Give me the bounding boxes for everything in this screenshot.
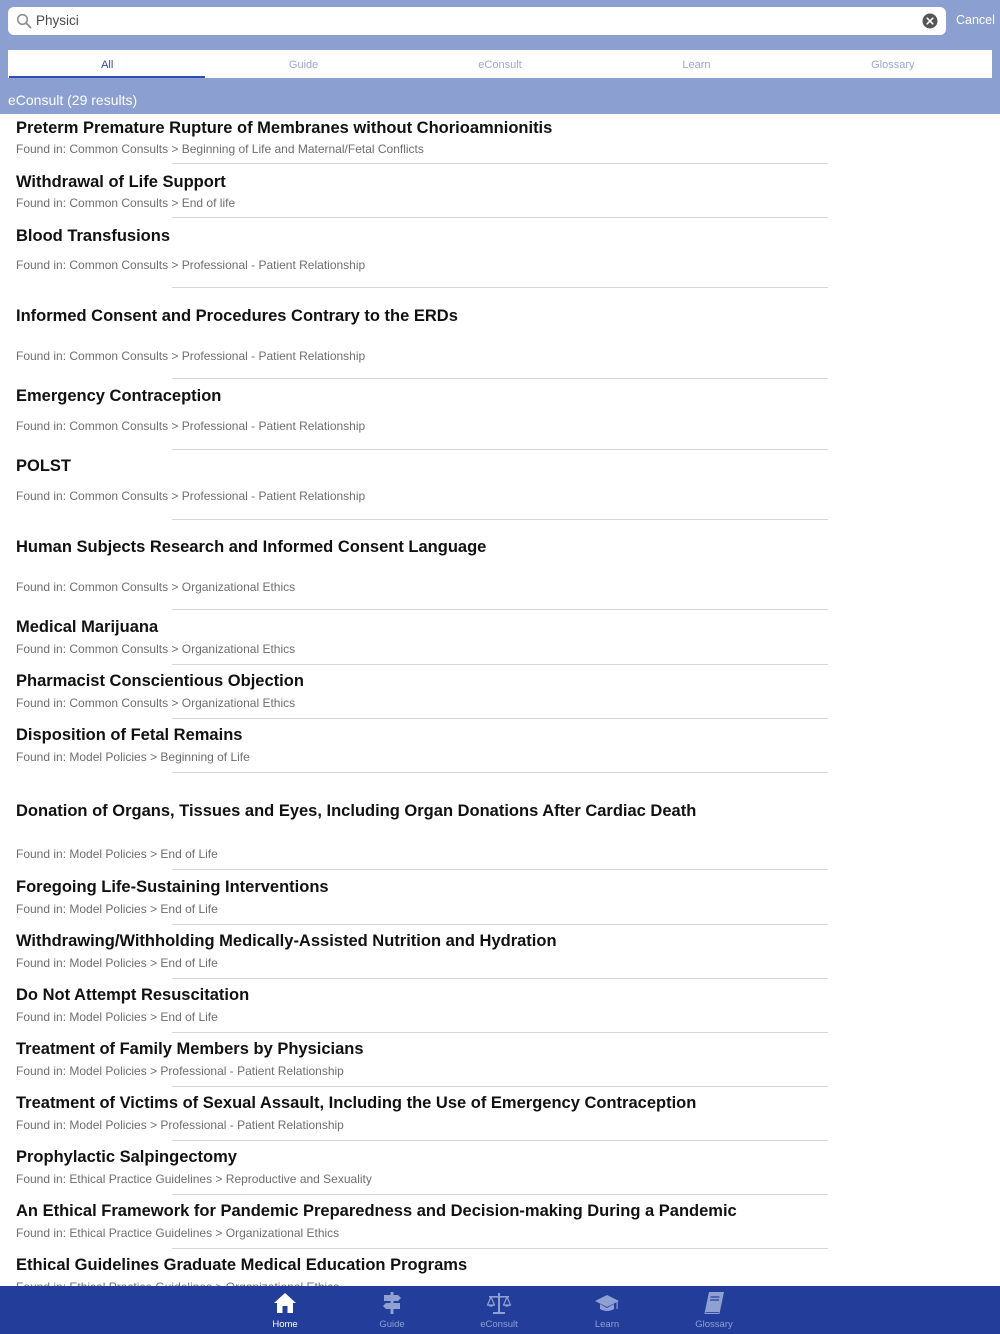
divider [172, 1194, 828, 1195]
result-path: Found in: Common Consults > Professional - Patient Relationship [16, 349, 366, 363]
result-path: Found in: Model Policies > Beginning of Life [16, 750, 250, 764]
search-icon [16, 13, 32, 29]
list-item[interactable] [0, 222, 1000, 288]
list-item[interactable] [0, 168, 1000, 218]
tab-bar [0, 1286, 1000, 1334]
result-title: Informed Consent and Procedures Contrary to the ERDs [16, 307, 458, 325]
tab-econsult[interactable] [469, 1286, 529, 1334]
result-path: Found in: Ethical Practice Guidelines > Reproductive and Sexuality [16, 1172, 372, 1186]
result-path: Found in: Common Consults > Professional - Patient Relationship [16, 489, 366, 503]
divider [172, 217, 828, 218]
segment-all[interactable]: All [9, 51, 205, 77]
results-list [0, 114, 1000, 1286]
list-item[interactable] [0, 1142, 1000, 1196]
divider [172, 163, 828, 164]
search-field[interactable] [8, 7, 946, 35]
segment-learn[interactable]: Learn [682, 59, 711, 71]
list-item[interactable] [0, 612, 1000, 666]
segment-econsult[interactable]: eConsult [478, 59, 522, 71]
list-item[interactable] [0, 1196, 1000, 1250]
list-item[interactable] [0, 926, 1000, 980]
divider [172, 978, 828, 979]
result-title: POLST [16, 457, 72, 475]
result-path: Found in: Model Policies > End of Life [16, 956, 218, 970]
tab-guide[interactable] [362, 1286, 422, 1334]
tab-label: Learn [594, 1319, 620, 1330]
result-title: Prophylactic Salpingectomy [16, 1148, 237, 1166]
divider [172, 1248, 828, 1249]
list-item[interactable] [0, 980, 1000, 1034]
search-input[interactable]: Physici [36, 13, 79, 28]
result-title: Treatment of Family Members by Physicians [16, 1040, 364, 1058]
section-header: eConsult (29 results) [0, 86, 1000, 114]
result-title: Preterm Premature Rupture of Membranes without Chorioamnionitis [16, 119, 553, 137]
result-title: Treatment of Victims of Sexual Assault, Including the Use of Emergency Contraception [16, 1094, 697, 1112]
result-path: Found in: Ethical Practice Guidelines > Organizational Ethics [16, 1226, 340, 1240]
result-title: Do Not Attempt Resuscitation [16, 986, 250, 1004]
list-item[interactable] [0, 1088, 1000, 1142]
tab-glossary[interactable] [684, 1286, 744, 1334]
tab-label: Glossary [695, 1319, 733, 1330]
tab-home[interactable] [255, 1286, 315, 1334]
result-title: Ethical Guidelines Graduate Medical Education Programs [16, 1256, 468, 1274]
cancel-button[interactable]: Cancel [956, 13, 995, 27]
result-title: Foregoing Life-Sustaining Interventions [16, 878, 329, 896]
result-path: Found in: Common Consults > End of life [16, 196, 236, 210]
result-title: An Ethical Framework for Pandemic Preparedness and Decision-making During a Pandemic [16, 1202, 737, 1220]
list-item[interactable] [0, 520, 1000, 612]
divider [172, 664, 828, 665]
tab-label: eConsult [480, 1319, 518, 1330]
divider [172, 1032, 828, 1033]
result-path: Found in: Common Consults > Organizational Ethics [16, 696, 296, 710]
divider [172, 869, 828, 870]
list-item[interactable] [0, 666, 1000, 720]
segment-glossary[interactable]: Glossary [871, 59, 915, 71]
divider [172, 378, 828, 379]
result-path: Found in: Model Policies > Professional - Patient Relationship [16, 1118, 344, 1132]
result-title: Human Subjects Research and Informed Consent Language [16, 538, 487, 556]
result-path: Found in: Common Consults > Organizational Ethics [16, 642, 296, 656]
result-path: Found in: Model Policies > End of Life [16, 902, 218, 916]
result-path: Found in: Model Policies > End of Life [16, 1010, 218, 1024]
result-path: Found in: Model Policies > End of Life [16, 847, 218, 861]
result-title: Pharmacist Conscientious Objection [16, 672, 304, 690]
list-item[interactable] [0, 114, 1000, 164]
list-item[interactable] [0, 380, 1000, 450]
scales-icon [486, 1291, 512, 1315]
tab-learn[interactable] [577, 1286, 637, 1334]
divider [172, 1140, 828, 1141]
list-item[interactable] [0, 872, 1000, 926]
result-path: Found in: Common Consults > Beginning of Life and Maternal/Fetal Conflicts [16, 142, 424, 156]
list-item[interactable] [0, 288, 1000, 380]
result-title: Withdrawing/Withholding Medically-Assisted Nutrition and Hydration [16, 932, 557, 950]
list-item[interactable] [0, 1034, 1000, 1088]
divider [172, 924, 828, 925]
list-item[interactable] [0, 720, 1000, 774]
result-path: Found in: Model Policies > Professional - Patient Relationship [16, 1064, 344, 1078]
list-item[interactable] [0, 774, 1000, 872]
result-title: Medical Marijuana [16, 618, 159, 636]
result-title: Donation of Organs, Tissues and Eyes, Including Organ Donations After Cardiac Death [16, 802, 697, 820]
divider [172, 609, 828, 610]
result-title: Disposition of Fetal Remains [16, 726, 243, 744]
top-bar [0, 0, 1000, 86]
segment-guide[interactable]: Guide [288, 59, 319, 71]
tab-label: Guide [379, 1319, 405, 1330]
divider [172, 1086, 828, 1087]
result-title: Blood Transfusions [16, 227, 171, 245]
result-path: Found in: Common Consults > Organizational Ethics [16, 580, 296, 594]
scope-segmented-control [8, 50, 992, 78]
result-path: Found in: Common Consults > Professional - Patient Relationship [16, 258, 366, 272]
clear-icon[interactable] [922, 13, 938, 29]
result-title: Withdrawal of Life Support [16, 173, 226, 191]
divider [172, 718, 828, 719]
divider [172, 772, 828, 773]
list-item[interactable] [0, 450, 1000, 520]
graduation-cap-icon [594, 1291, 620, 1315]
signpost-icon [379, 1291, 405, 1315]
book-icon [701, 1291, 727, 1315]
home-icon [272, 1291, 298, 1315]
tab-label: Home [272, 1319, 298, 1330]
result-title: Emergency Contraception [16, 387, 222, 405]
result-path: Found in: Common Consults > Professional - Patient Relationship [16, 419, 366, 433]
